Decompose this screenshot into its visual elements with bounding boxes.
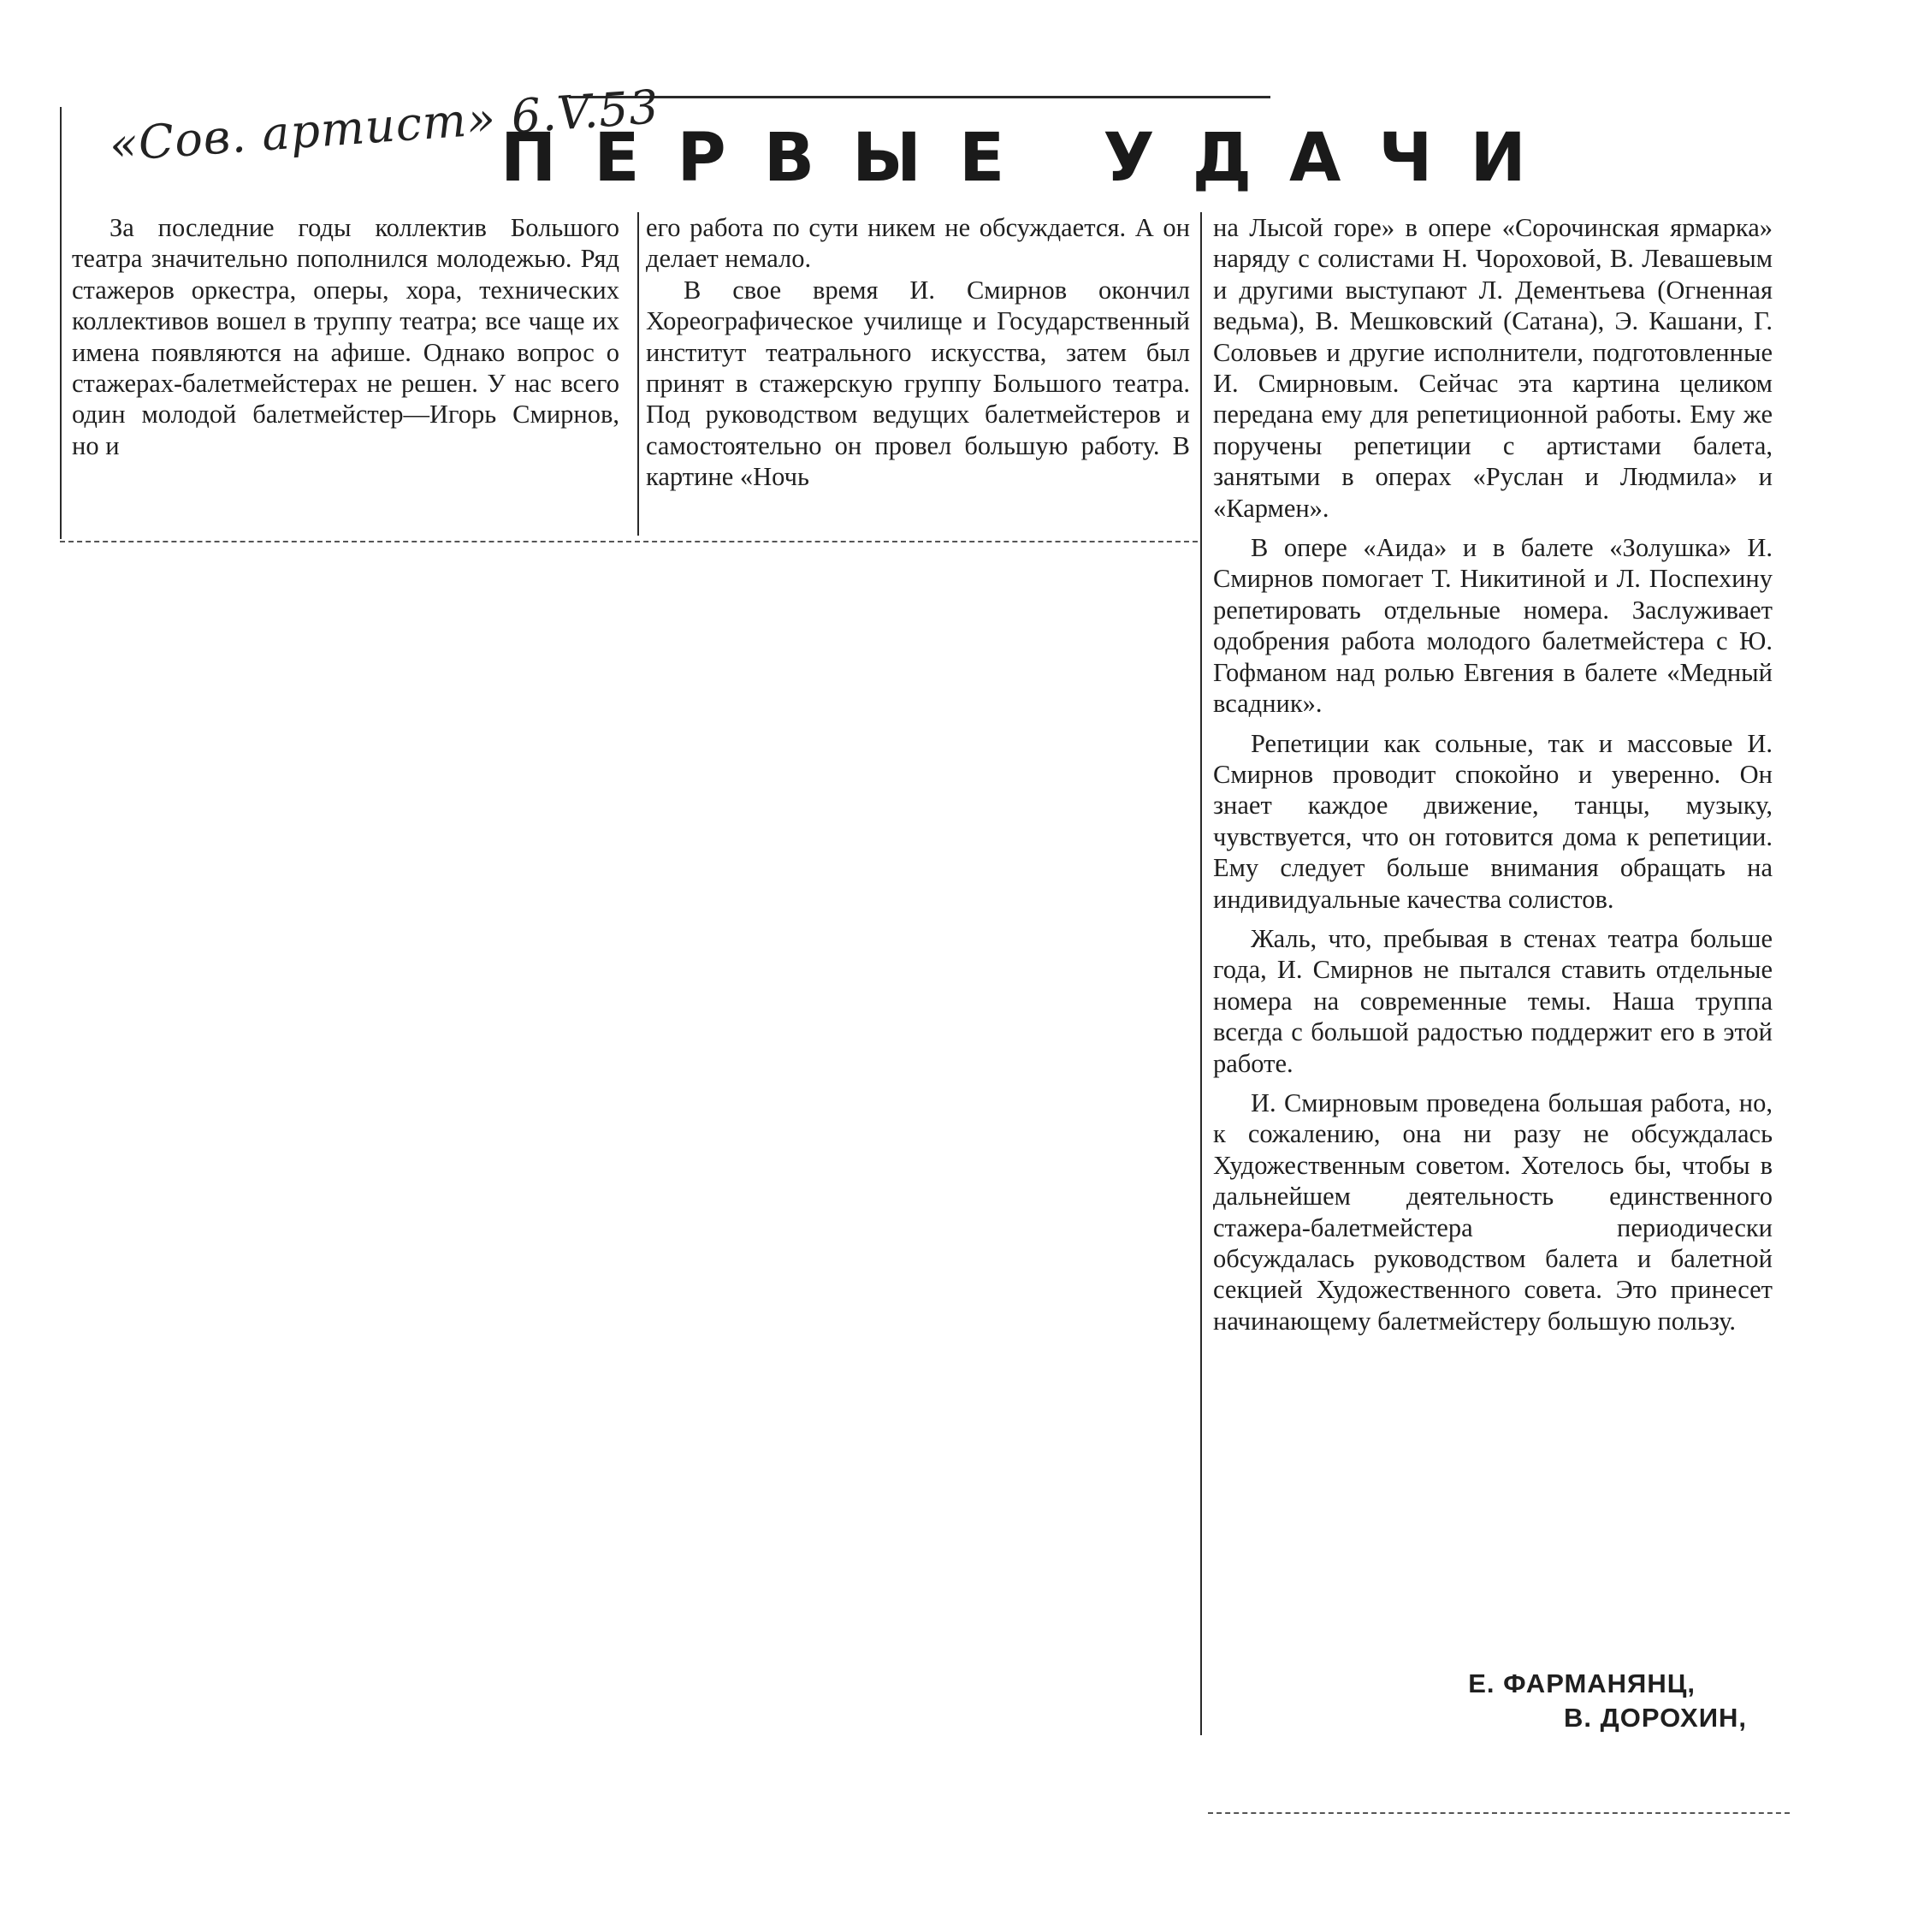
top-rule (569, 96, 1270, 98)
bottom-rule-right (1208, 1812, 1790, 1814)
column-divider-1 (637, 212, 639, 536)
article-headline: ПЕРВЫЕ УДАЧИ (500, 120, 1564, 197)
paragraph: За последние годы коллектив Большого театра значительно пополнился молодежью. Ряд стажеров оркестра, оперы, хора, технических коллективов вошел в труппу театра; все чаще их имена появляются на афише. Однако вопрос о стажерах-балетмейстерах не решен. У нас всего один молодой балетмейстер—Игорь Смирнов, но и (72, 213, 619, 460)
paragraph: на Лысой горе» в опере «Сорочинская ярмарка» наряду с солистами Н. Чороховой, В. Левашевым и другими выступают Л. Дементьева (Огненная ведьма), В. Мешковский (Сатана), Э. Кашани, Г. Соловьев и другие исполнители, подготовленные И. Смирновым. Сейчас эта картина целиком передана ему для репетиционной работы. Ему же поручены репетиции с артистами балета, занятыми в операх «Руслан и Людмила» и «Кармен». (1213, 213, 1773, 523)
left-border (60, 107, 62, 539)
paragraph: Репетиции как сольные, так и массовые И. Смирнов проводит спокойно и уверенно. Он знает каждое движение, танцы, музыку, чувствуется, что он готовится дома к репетиции. Ему следует больше внимания обращать на индивидуальные качества солистов. (1213, 728, 1773, 914)
paragraph: Жаль, что, пребывая в стенах театра больше года, И. Смирнов не пытался ставить отдельные номера на современные темы. Наша труппа всегда с большой радостью поддержит его в этой работе. (1213, 923, 1773, 1078)
paragraph: его работа по сути никем не обсуждается. А он делает немало. (646, 213, 1190, 274)
paragraph: В свое время И. Смирнов окончил Хореографическое училище и Государственный институт театрального искусства, затем был принят в стажерскую группу Большого театра. Под руководством ведущих балетмейстеров и самостоятельно он провел большую работу. В картине «Ночь (646, 275, 1190, 492)
author-signature (1468, 1667, 1747, 1735)
bottom-rule-left (60, 541, 1198, 542)
paragraph: И. Смирновым проведена большая работа, но, к сожалению, она ни разу не обсуждалась Художественным советом. Хотелось бы, чтобы в дальнейшем деятельность единственного стажера-балетмейстера периодически обсуждалась руководством балета и балетной секцией Художественного совета. Это принесет начинающему балетмейстеру большую пользу. (1213, 1087, 1773, 1336)
author-name: Е. ФАРМАНЯНЦ, (1468, 1668, 1696, 1698)
article-column-3 (1213, 212, 1773, 1336)
author-name: В. ДОРОХИН, (1564, 1703, 1747, 1733)
column-divider-2 (1200, 212, 1202, 1735)
article-column-2 (646, 212, 1190, 493)
paragraph: В опере «Аида» и в балете «Золушка» И. Смирнов помогает Т. Никитиной и Л. Поспехину репетировать отдельные номера. Заслуживает одобрения работа молодого балетмейстера с Ю. Гофманом над ролью Евгения в балете «Медный всадник». (1213, 533, 1773, 719)
article-column-1 (72, 212, 619, 461)
handwritten-source-note: «Сов. артист» 6.V.53 (107, 80, 661, 172)
